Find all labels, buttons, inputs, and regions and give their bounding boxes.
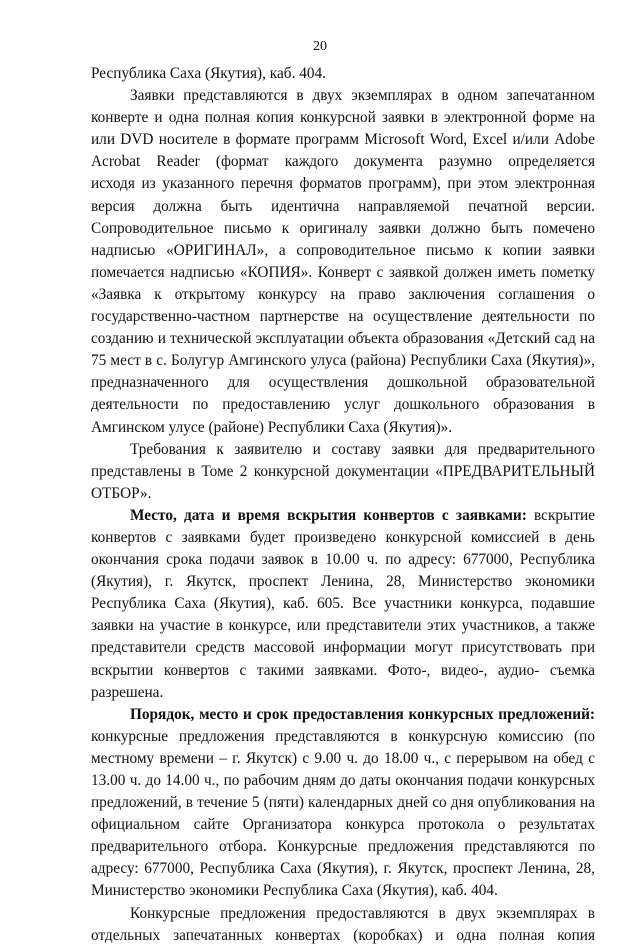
- text-line: [91, 85, 595, 107]
- text-line: [91, 107, 595, 129]
- line-text: 75 мест в с. Болугур Амгинского улуса (района) Республики Саха (Якутия)»,: [91, 352, 595, 370]
- text-line: [91, 682, 595, 704]
- text-line: [91, 372, 595, 394]
- line-text: конвертов с заявками будет произведено конкурсной комиссией в день: [91, 528, 595, 546]
- text-line: [91, 903, 595, 925]
- text-line: [91, 173, 595, 195]
- line-text: отдельных запечатанных конвертах (коробках) и одна полная копия: [91, 926, 595, 944]
- line-text: Acrobat Reader (формат каждого документа разумно определяется: [91, 153, 595, 171]
- bold-heading: Порядок, место и срок предоставления конкурсных предложений:: [130, 705, 595, 723]
- line-text: или DVD носителе в формате программ Microsoft Word, Excel и/или Adobe: [91, 131, 595, 149]
- line-text: деятельности по предоставлению услуг дошкольного образования в: [91, 396, 595, 414]
- text-line: [91, 63, 595, 85]
- text-line: [91, 151, 595, 173]
- line-text: вскрытие: [526, 506, 595, 524]
- line-text: разрешена.: [91, 683, 164, 701]
- line-text: Амгинском улусе (районе) Республики Саха (Якутия)».: [91, 418, 453, 436]
- line-text: предназначенного для осуществления дошкольной образовательной: [91, 374, 595, 392]
- line-text: помечается надписью «КОПИЯ». Конверт с заявкой должен иметь пометку: [91, 263, 595, 281]
- line-text: представлены в Томе 2 конкурсной документации «ПРЕДВАРИТЕЛЬНЫЙ: [91, 462, 595, 480]
- line-text: адресу: 677000, Республика Саха (Якутия), г. Якутск, проспект Ленина, 28,: [91, 860, 595, 878]
- text-line: [91, 417, 595, 439]
- page-number: 20: [313, 39, 327, 54]
- text-line: [91, 527, 595, 549]
- line-text: местному времени – г. Якутск) с 9.00 ч. до 18.00 ч., с перерывом на обед с: [91, 749, 595, 767]
- text-line: [91, 350, 595, 372]
- text-line: [91, 814, 595, 836]
- text-line: [91, 240, 595, 262]
- text-line: [91, 836, 595, 858]
- text-line: [91, 615, 595, 637]
- text-line: [91, 196, 595, 218]
- line-text: Министерство экономики Республика Саха (Якутия), каб. 404.: [91, 882, 498, 900]
- text-line: [91, 129, 595, 151]
- line-text: конкурсные предложения представляются в конкурсную комиссию (по: [91, 727, 595, 745]
- text-line: [91, 284, 595, 306]
- text-line: [91, 394, 595, 416]
- line-text: ОТБОР».: [91, 484, 152, 502]
- line-text: вскрытии конвертов с такими заявками. Фото-, видео-, аудио- съемка: [91, 661, 595, 679]
- text-line: [91, 858, 595, 880]
- text-line: [91, 792, 595, 814]
- line-text: созданию и технической эксплуатации объекта образования «Детский сад на: [91, 330, 595, 348]
- text-line: [91, 549, 595, 571]
- line-text: Заявки представляются в двух экземплярах в одном запечатанном: [130, 87, 595, 105]
- text-line: [91, 726, 595, 748]
- line-text: конверте и одна полная копия конкурсной заявки в электронной форме на: [91, 109, 595, 127]
- text-line: [91, 704, 595, 726]
- text-line: [91, 571, 595, 593]
- text-line: [91, 880, 595, 902]
- line-text: (Якутия), г. Якутск, проспект Ленина, 28, Министерство экономики: [91, 573, 595, 591]
- text-line: [91, 505, 595, 527]
- bold-heading: Место, дата и время вскрытия конвертов с заявками:: [130, 506, 527, 524]
- line-text: надписью «ОРИГИНАЛ», а сопроводительное письмо к копии заявки: [91, 241, 595, 259]
- text-line: [91, 770, 595, 792]
- line-text: заявки на участие в конкурсе, или представители этих участников, а также: [91, 617, 595, 635]
- line-text: предварительного отбора. Конкурсные предложения представляются по: [91, 838, 595, 856]
- line-text: Конкурсные предложения предоставляются в двух экземплярах в: [130, 904, 595, 922]
- line-text: предложений, в течение 5 (пяти) календарных дней со дня опубликования на: [91, 794, 595, 812]
- text-line: [91, 306, 595, 328]
- line-text: Требования к заявителю и составу заявки для предварительного: [130, 440, 595, 458]
- text-line: [91, 660, 595, 682]
- text-line: [91, 483, 595, 505]
- text-line: [91, 593, 595, 615]
- text-line: [91, 925, 595, 947]
- text-line: [91, 262, 595, 284]
- line-text: «Заявка к открытому конкурсу на право заключения соглашения о: [91, 285, 595, 303]
- line-text: Республика Саха (Якутия), каб. 605. Все участники конкурса, подавшие: [91, 595, 595, 613]
- document-body: [91, 63, 595, 947]
- text-line: [91, 748, 595, 770]
- line-text: официальном сайте Организатора конкурса протокола о результатах: [91, 816, 595, 834]
- line-text: государственно-частном партнерстве на осуществление деятельности по: [91, 308, 595, 326]
- line-text: исходя из указанного перечня форматов программ), при этом электронная: [91, 175, 595, 193]
- line-text: Сопроводительное письмо к оригиналу заявки должно быть помечено: [91, 219, 595, 237]
- line-text: окончания срока подачи заявок в 10.00 ч. по адресу: 677000, Республика: [91, 551, 595, 569]
- text-line: [91, 439, 595, 461]
- line-text: версия должна быть идентична направляемой печатной версии.: [91, 197, 595, 215]
- line-text: Республика Саха (Якутия), каб. 404.: [91, 65, 326, 82]
- line-text: представители средств массовой информации могут присутствовать при: [91, 639, 595, 657]
- text-line: [91, 461, 595, 483]
- line-text: 13.00 ч. до 14.00 ч., по рабочим дням до даты окончания подачи конкурсных: [91, 772, 595, 789]
- text-line: [91, 328, 595, 350]
- text-line: [91, 218, 595, 240]
- text-line: [91, 637, 595, 659]
